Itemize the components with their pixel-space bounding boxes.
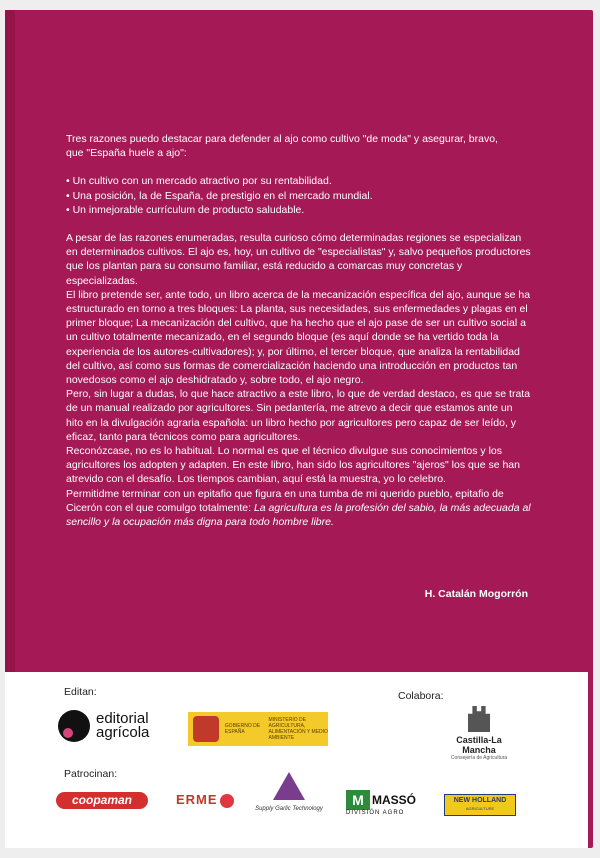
bullet-1: • Un cultivo con un mercado atractivo por su rentabilidad. — [66, 175, 332, 188]
triangle-icon — [273, 772, 305, 800]
erme-logo — [176, 792, 234, 808]
masso-word: MASSÓ — [372, 793, 417, 807]
ministerio-label: MINISTERIO DE AGRICULTURA, ALIMENTACIÓN Y MEDIO AMBIENTE — [268, 717, 328, 741]
editorial-name-line1: editorial — [96, 710, 149, 727]
gobierno-label: GOBIERNO DE ESPAÑA — [224, 723, 261, 735]
masso-division: DIVISIÓN AGRO — [346, 810, 405, 816]
editorial-logo-icon — [58, 710, 90, 742]
patrocinan-label: Patrocinan: — [64, 768, 118, 780]
erme-name: ERME — [176, 792, 218, 807]
castilla-la-mancha-logo — [444, 706, 514, 761]
coopaman-logo: coopaman — [56, 792, 148, 809]
closing-text: Permitidme terminar con un epitafio que figura en una tumba de mi querido pueblo, epitafio de Cicerón con el que comulgo totalmente: — [66, 487, 504, 514]
intro-line-2: que "España huele a ajo": — [66, 147, 187, 160]
erme-circle-icon — [220, 794, 234, 808]
intro-line-1: Tres razones puedo destacar para defender al ajo como cultivo "de moda" y asegurar, bravo, — [66, 133, 498, 145]
editorial-name-line2: agrícola — [96, 724, 150, 741]
spain-crest-icon — [193, 716, 219, 742]
gobierno-espana-logo — [188, 712, 328, 746]
bullet-3: • Un inmejorable currículum de producto saludable. — [66, 203, 305, 216]
bullet-2: • Una posición, la de España, de prestigio en el mercado mundial. — [66, 189, 373, 202]
closing-paragraph — [66, 487, 532, 530]
castilla-name: Castilla-La Mancha — [456, 735, 502, 755]
supply-garlic-name: Supply Garlic Technology — [255, 806, 323, 812]
new-holland-logo — [444, 794, 516, 816]
author-signature: H. Catalán Mogorrón — [424, 588, 528, 600]
editorial-agricola-logo — [58, 710, 149, 742]
body-text — [66, 132, 532, 529]
paragraph-1: A pesar de las razones enumeradas, resulta curioso cómo determinadas regiones se especializan en determinados cultivos. El ajo es, hoy, un cultivo de "especialistas" y, salvo pequeños productores que los plantan para su consumo familiar, está reducido a comarcas muy concretas y especializadas. — [66, 232, 531, 287]
paragraph-2: El libro pretende ser, ante todo, un libro acerca de la mecanización específica del ajo, aunque se ha estructurado en torno a tres bloques: La planta, sus necesidades, sus enfermedades y plagas en el primer bloque; La mecanización del cultivo, que ha hecho que el ajo pase de ser un cultivo social a un cultivo totalmente mecanizado, en el segundo bloque (es aquí donde se ha vertido toda la experiencia de los autores-cultivadores); y, por último, el tercer bloque, que analiza la rentabilidad del cultivo, así como sus formas de comercialización haciendo una introducción en productos tan novedosos como el ajo deshidratado y, sobre todo, el ajo negro. — [66, 288, 531, 387]
colabora-label: Colabora: — [398, 690, 444, 702]
masso-letter: M — [346, 790, 370, 810]
masso-logo — [346, 790, 416, 816]
paragraph-4: Reconózcase, no es lo habitual. Lo normal es que el técnico divulgue sus conocimientos y los agricultores los adopten y adapten. En este libro, han sido los agricultores "ajeros" los que se han atrevido con el desafío. Los tiempos cambian, aquí está la muestra, yo lo celebro. — [66, 445, 520, 486]
castilla-sub: Consejería de Agricultura — [450, 755, 508, 761]
new-holland-sub: AGRICULTURE — [465, 806, 495, 811]
supply-garlic-logo — [248, 772, 330, 812]
closing-quote: La agricultura es la profesión del sabio, la más adecuada al sencillo y la ocupación más digna para todo hombre libre. — [66, 501, 531, 529]
new-holland-name: NEW HOLLAND — [453, 797, 507, 804]
castle-icon — [468, 706, 490, 732]
editan-label: Editan: — [64, 686, 97, 698]
paragraph-3: Pero, sin lugar a dudas, lo que hace atractivo a este libro, lo que de verdad destaco, es que se trata de un manual realizado por agricultores. Sin pedantería, me atrevo a decir que estamos ante un hito en la divulgación agraria española: un libro hecho por agricultores pero capaz de ser leído, y eficaz, tanto para técnicos como para agricultores. — [66, 388, 531, 443]
